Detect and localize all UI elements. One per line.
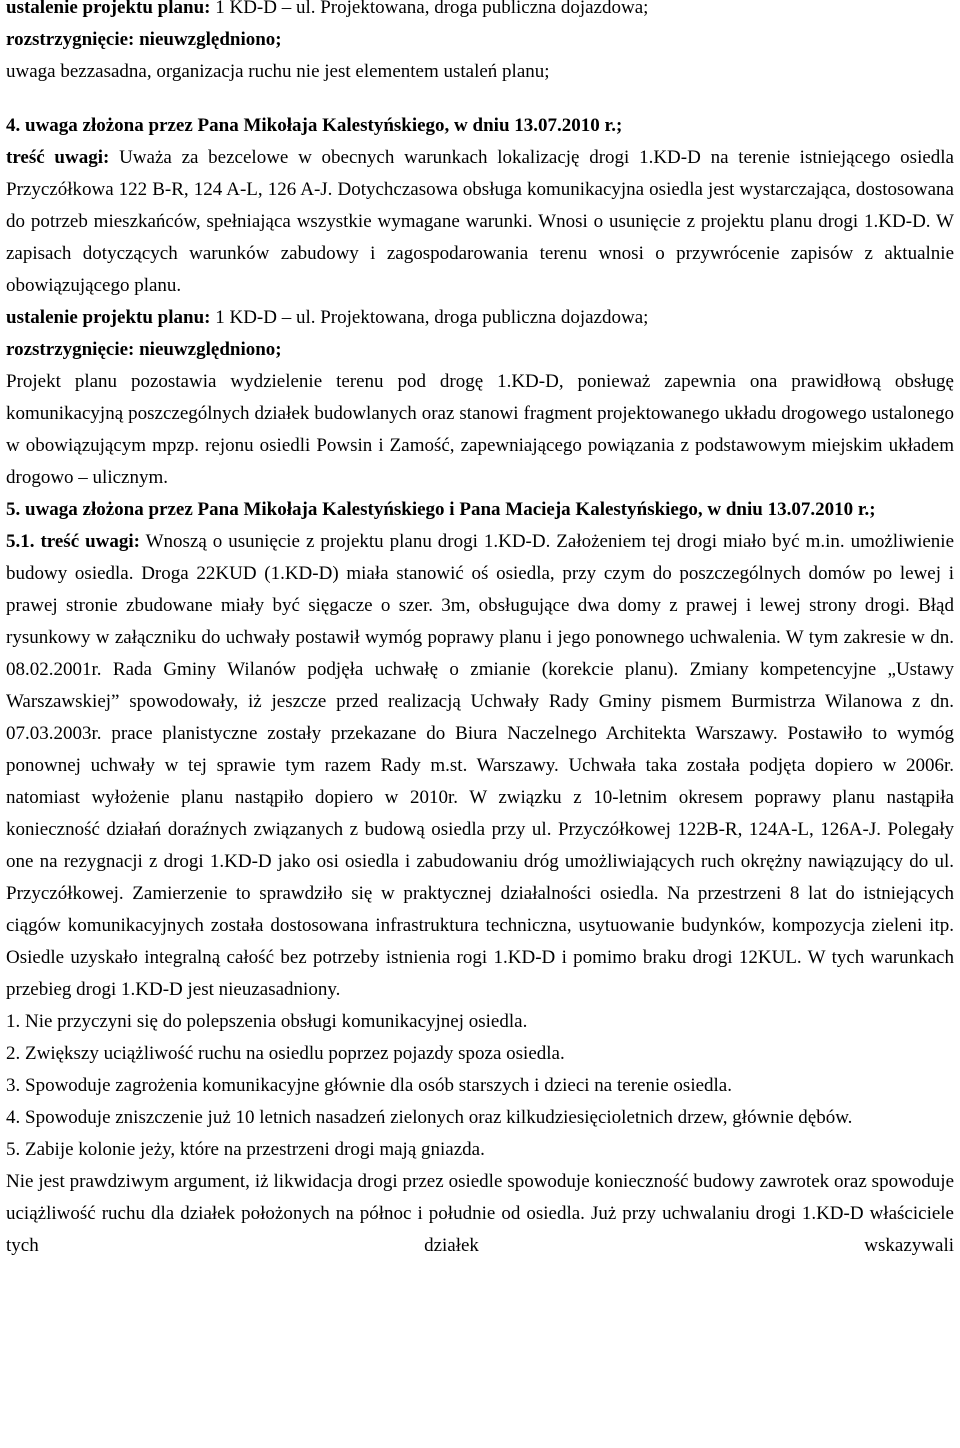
item4-response: Projekt planu pozostawia wydzielenie terenu pod drogę 1.KD-D, ponieważ zapewnia ona prawidłową obsługę komunikacyjną poszczególnych działek budowlanych oraz stanowi fragment projektowanego układu drogowego ustalonego w obowiązującym mpzp. rejonu osiedli Powsin i Zamość, zapewniającego powiązania z podstawowym miejskim układem drogowo – ulicznym. bbox=[6, 371, 954, 488]
item5-list-item-3: 3. Spowoduje zagrożenia komunikacyjne głównie dla osób starszych i dzieci na terenie osiedla. bbox=[6, 1075, 732, 1096]
item3-ustalenie-text: 1 KD-D – ul. Projektowana, droga publiczna dojazdowa; bbox=[210, 0, 649, 18]
item5-tresc-label: 5.1. treść uwagi: bbox=[6, 531, 140, 552]
item3-rozstrzygniecie: rozstrzygnięcie: nieuwzględniono; bbox=[6, 29, 282, 50]
item3-ustalenie bbox=[6, 0, 954, 24]
item4-tresc-label: treść uwagi: bbox=[6, 147, 110, 168]
spacer bbox=[6, 88, 954, 110]
item4-ustalenie-text: 1 KD-D – ul. Projektowana, droga publiczna dojazdowa; bbox=[210, 307, 649, 328]
item5-heading: 5. uwaga złożona przez Pana Mikołaja Kalestyńskiego i Pana Macieja Kalestyńskiego, w dniu 13.07.2010 r.; bbox=[6, 499, 876, 520]
item5-list-item-1: 1. Nie przyczyni się do polepszenia obsługi komunikacyjnej osiedla. bbox=[6, 1011, 528, 1032]
item4-ustalenie bbox=[6, 302, 954, 334]
item5-tresc bbox=[6, 526, 954, 1006]
item4-ustalenie-label: ustalenie projektu planu: bbox=[6, 307, 211, 328]
item5-list-item-5: 5. Zabije kolonie jeży, które na przestrzeni drogi mają gniazda. bbox=[6, 1139, 485, 1160]
item5-list-item-4: 4. Spowoduje zniszczenie już 10 letnich nasadzeń zielonych oraz kilkudziesięcioletnich drzew, głównie dębów. bbox=[6, 1107, 853, 1128]
item5-closing: Nie jest prawdziwym argument, iż likwidacja drogi przez osiedle spowoduje konieczność budowy zawrotek oraz spowoduje uciążliwość ruchu dla działek położonych na północ i południe od osiedla. Już przy uchwalaniu drogi 1.KD-D właściciele tych działek wskazywali bbox=[6, 1171, 954, 1256]
item4-tresc bbox=[6, 142, 954, 302]
item3-ustalenie-label: ustalenie projektu planu: bbox=[6, 0, 211, 18]
item4-tresc-text: Uważa za bezcelowe w obecnych warunkach lokalizację drogi 1.KD-D na terenie istniejącego osiedla Przyczółkowa 122 B-R, 124 A-L, 126 A-J. Dotychczasowa obsługa komunikacyjna osiedla jest wystarczająca, dostosowana do potrzeb mieszkańców, spełniająca wszystkie wymagane warunki. Wnosi o usunięcie z projektu planu drogi 1.KD-D. W zapisach dotyczących warunków zabudowy i zagospodarowania terenu wnosi o przywrócenie zapisów z aktualnie obowiązującego planu. bbox=[6, 147, 954, 296]
item5-tresc-text: Wnoszą o usunięcie z projektu planu drogi 1.KD-D. Założeniem tej drogi miało być m.in. umożliwienie budowy osiedla. Droga 22KUD (1.KD-D) miała stanowić oś osiedla, przy czym do poszczególnych domów po lewej i prawej stronie zbudowane miały być sięgacze o szer. 3m, obsługujące dwa domy z prawej i lewej strony drogi. Błąd rysunkowy w załączniku do uchwały postawił wymóg poprawy planu i jego ponownego uchwalenia. W tym zakresie w dn. 08.02.2001r. Rada Gminy Wilanów podjęła uchwałę o zmianie (korekcie planu). Zmiany kompetencyjne „Ustawy Warszawskiej” spowodowały, iż jeszcze przed realizacją Uchwały Rady Gminy pismem Burmistrza Wilanowa z dn. 07.03.2003r. prace planistyczne zostały przekazane do Biura Naczelnego Architekta Warszawy. Postawiło to wymóg ponownej uchwały w tej sprawie tym razem Rady m.st. Warszawy. Uchwała taka została podjęta dopiero w 2006r. natomiast wyłożenie planu nastąpiło dopiero w 2010r. W związku z 10-letnim okresem poprawy planu nastąpiła konieczność działań doraźnych związanych z budową osiedla przy ul. Przyczółkowej 122B-R, 124A-L, 126A-J. Polegały one na rezygnacji z drogi 1.KD-D jako osi osiedla i zabudowaniu dróg umożliwiających ruch okrężny nawiązujący do ul. Przyczółkowej. Zamierzenie to sprawdziło się w praktycznej działalności osiedla. Na przestrzeni 8 lat do istniejących ciągów komunikacyjnych została dostosowana infrastruktura techniczna, usytuowanie budynków, kompozycja zieleni itp. Osiedle uzyskało integralną całość bez potrzeby istnienia rogi 1.KD-D i pomimo braku drogi 12KUL. W tych warunkach przebieg drogi 1.KD-D jest nieuzasadniony. bbox=[6, 531, 955, 1000]
item3-uwaga-note: uwaga bezzasadna, organizacja ruchu nie jest elementem ustaleń planu; bbox=[6, 61, 550, 82]
item4-heading: 4. uwaga złożona przez Pana Mikołaja Kalestyńskiego, w dniu 13.07.2010 r.; bbox=[6, 115, 623, 136]
item4-rozstrzygniecie: rozstrzygnięcie: nieuwzględniono; bbox=[6, 339, 282, 360]
item5-list-item-2: 2. Zwiększy uciążliwość ruchu na osiedlu poprzez pojazdy spoza osiedla. bbox=[6, 1043, 565, 1064]
